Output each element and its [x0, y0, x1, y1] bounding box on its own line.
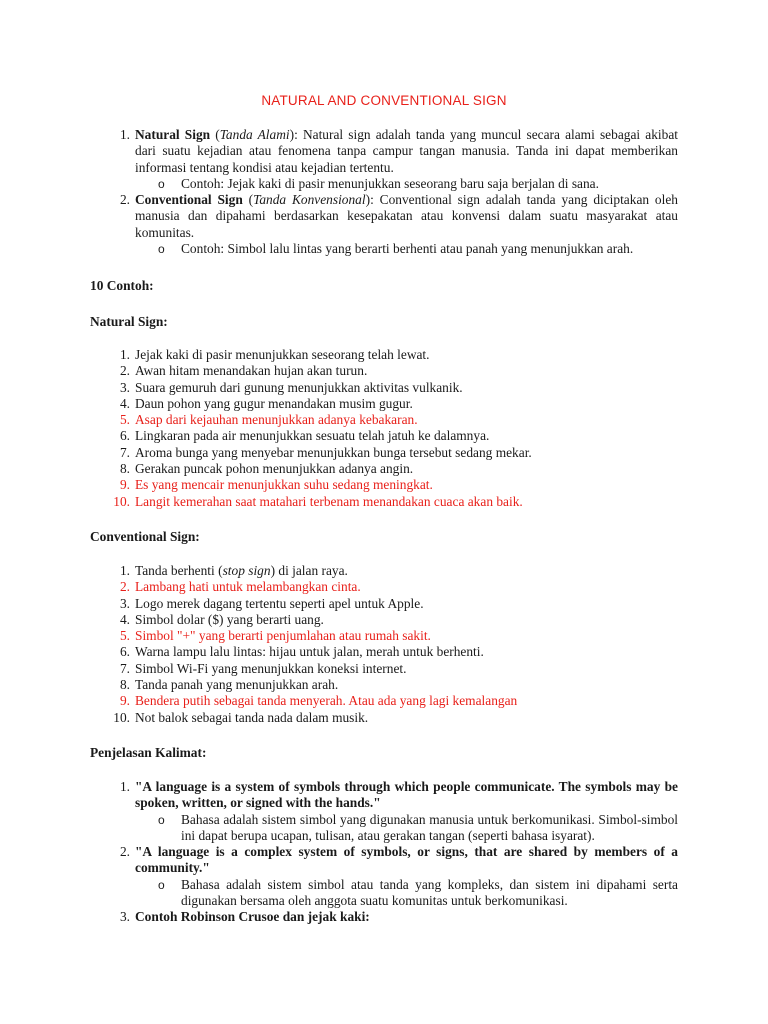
list-text: Simbol "+" yang berarti penjumlahan atau rumah sakit.	[135, 628, 431, 644]
list-number: 1.	[119, 127, 130, 142]
list-number: 5.	[119, 628, 130, 644]
bullet-marker: o	[158, 242, 165, 257]
list-item	[90, 661, 678, 677]
list-number: 3.	[119, 379, 130, 395]
term-translation: Tanda Alami	[219, 127, 290, 142]
list-text: Suara gemuruh dari gunung menunjukkan aktivitas vulkanik.	[135, 379, 463, 395]
definition-conventional: 2. Conventional Sign (Tanda Konvensional): Conventional sign adalah tanda yang diciptakan oleh manusia dan dipahami berdasarkan kesepakatan atau konvensi dalam suatu masyarakat atau komunitas.	[90, 192, 678, 241]
list-item	[90, 347, 678, 363]
list-item	[90, 363, 678, 379]
term: Natural Sign	[135, 127, 211, 142]
list-text: Simbol Wi-Fi yang menunjukkan koneksi internet.	[135, 660, 407, 676]
list-number: 3.	[119, 595, 130, 611]
definition-text: : Conventional sign adalah tanda yang diciptakan oleh manusia dan dipahami berdasarkan kesepakatan atau konvensi dalam suatu masyarakat atau komunitas.	[135, 192, 678, 240]
heading-conventional: Conventional Sign:	[90, 529, 200, 544]
list-item	[90, 461, 678, 477]
document-title: NATURAL AND CONVENTIONAL SIGN	[261, 93, 507, 108]
explanation-text: Bahasa adalah sistem simbol atau tanda yang kompleks, dan sistem ini dipahami serta digunakan bersama oleh anggota suatu komunitas untuk berkomunikasi.	[181, 876, 678, 909]
list-item	[90, 396, 678, 412]
list-text: Not balok sebagai tanda nada dalam musik.	[135, 709, 369, 725]
list-number: 4.	[119, 395, 130, 411]
list-number: 2.	[119, 192, 130, 208]
list-number: 2.	[119, 844, 130, 860]
example-text: Contoh: Jejak kaki di pasir menunjukkan seseorang baru saja berjalan di sana.	[181, 175, 599, 191]
list-item	[90, 445, 678, 461]
list-item-highlighted	[90, 477, 678, 493]
list-item	[90, 710, 678, 726]
list-number: 1.	[119, 347, 130, 362]
list-number: 6.	[119, 644, 130, 660]
example-item	[158, 176, 678, 192]
list-text: Tanda berhenti (	[135, 563, 223, 578]
list-item	[90, 644, 678, 660]
explanation-sub-item	[158, 877, 678, 910]
list-number: 10.	[113, 709, 130, 725]
list-number: 8.	[119, 461, 130, 477]
natural-sign-list	[90, 347, 678, 510]
list-text: Lambang hati untuk melambangkan cinta.	[135, 579, 361, 595]
list-number: 5.	[119, 412, 130, 428]
list-text: Jejak kaki di pasir menunjukkan seseorang telah lewat.	[135, 347, 430, 362]
list-number: 4.	[119, 611, 130, 627]
list-text: Langit kemerahan saat matahari terbenam menandakan cuaca akan baik.	[135, 493, 523, 509]
explanation-item	[90, 779, 678, 812]
list-text: Lingkaran pada air menunjukkan sesuatu telah jatuh ke dalamnya.	[135, 428, 490, 444]
list-text: Logo merek dagang tertentu seperti apel untuk Apple.	[135, 595, 424, 611]
list-item	[90, 677, 678, 693]
list-text: Awan hitam menandakan hujan akan turun.	[135, 363, 368, 379]
list-number: 3.	[119, 909, 130, 925]
heading-natural: Natural Sign:	[90, 314, 168, 329]
heading-explanation: Penjelasan Kalimat:	[90, 745, 207, 760]
conventional-sign-list	[90, 563, 678, 726]
explanation-list	[90, 779, 678, 926]
list-text: Gerakan puncak pohon menunjukkan adanya angin.	[135, 461, 414, 477]
list-number: 1.	[119, 779, 130, 794]
list-text: Tanda panah yang menunjukkan arah.	[135, 677, 339, 693]
list-item	[90, 428, 678, 444]
heading-examples: 10 Contoh:	[90, 278, 154, 293]
list-text: Warna lampu lalu lintas: hijau untuk jalan, merah untuk berhenti.	[135, 644, 484, 660]
definition-natural: 1. Natural Sign (Tanda Alami): Natural sign adalah tanda yang muncul secara alami sebagai akibat dari suatu kejadian atau fenomena tanpa campur tangan manusia. Tanda ini dapat memberikan informasi tentang kondisi atau kejadian tertentu.	[90, 127, 678, 176]
list-item	[90, 380, 678, 396]
list-number: 8.	[119, 677, 130, 693]
list-text: Es yang mencair menunjukkan suhu sedang meningkat.	[135, 477, 433, 493]
list-item-highlighted	[90, 412, 678, 428]
list-text: Daun pohon yang gugur menandakan musim gugur.	[135, 395, 413, 411]
list-number: 2.	[119, 363, 130, 379]
definition-text: : Natural sign adalah tanda yang muncul secara alami sebagai akibat dari suatu kejadian atau fenomena tanpa campur tangan manusia. Tanda ini dapat memberikan informasi tentang kondisi atau kejadian tertentu.	[135, 127, 678, 175]
list-number: 2.	[119, 579, 130, 595]
bullet-marker: o	[158, 812, 165, 827]
list-item-highlighted	[90, 628, 678, 644]
list-item	[90, 596, 678, 612]
list-item-highlighted	[90, 494, 678, 510]
list-text: Aroma bunga yang menyebar menunjukkan bunga tersebut sedang mekar.	[135, 444, 532, 460]
list-number: 7.	[119, 660, 130, 676]
list-number: 9.	[119, 477, 130, 493]
list-item-highlighted	[90, 693, 678, 709]
explanation-item	[90, 844, 678, 877]
quote-text: Contoh Robinson Crusoe dan jejak kaki:	[135, 909, 370, 925]
bullet-marker: o	[158, 176, 165, 191]
list-number: 1.	[119, 563, 130, 578]
definition-list	[90, 127, 678, 257]
list-text: Asap dari kejauhan menunjukkan adanya kebakaran.	[135, 412, 418, 428]
list-number: 6.	[119, 428, 130, 444]
list-text: Simbol dolar ($) yang berarti uang.	[135, 611, 324, 627]
bullet-marker: o	[158, 877, 165, 892]
list-number: 7.	[119, 444, 130, 460]
quote-text: "A language is a complex system of symbols, or signs, that are shared by members of a community."	[135, 844, 678, 876]
list-text: ) di jalan raya.	[270, 563, 348, 578]
list-text: Bendera putih sebagai tanda menyerah. Atau ada yang lagi kemalangan	[135, 693, 518, 709]
list-number: 10.	[113, 493, 130, 509]
example-item	[158, 241, 678, 257]
explanation-item	[90, 909, 678, 925]
list-item	[90, 563, 678, 579]
term-translation: Tanda Konvensional	[253, 192, 366, 208]
explanation-sub-item	[158, 812, 678, 845]
quote-text: "A language is a system of symbols through which people communicate. The symbols may be spoken, written, or signed with the hands."	[135, 779, 678, 811]
explanation-text: Bahasa adalah sistem simbol yang digunakan manusia untuk berkomunikasi. Simbol-simbol ini dapat berupa ucapan, tulisan, atau gerakan tangan (seperti bahasa isyarat).	[181, 811, 678, 843]
example-text: Contoh: Simbol lalu lintas yang berarti berhenti atau panah yang menunjukkan arah.	[181, 241, 634, 257]
term: Conventional Sign	[135, 192, 243, 208]
list-number: 9.	[119, 693, 130, 709]
list-item	[90, 612, 678, 628]
list-text-italic: stop sign	[222, 563, 271, 578]
list-item-highlighted	[90, 579, 678, 595]
